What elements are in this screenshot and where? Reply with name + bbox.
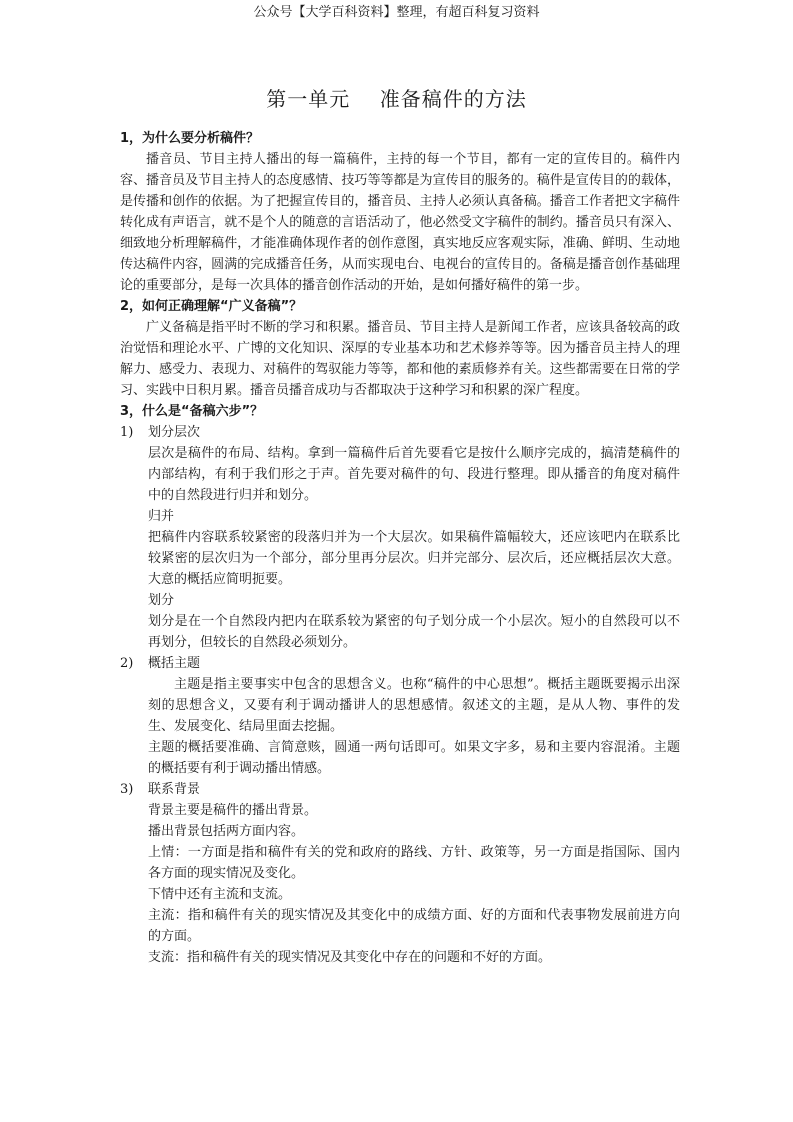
step-3-paragraph: 支流：指和稿件有关的现实情况及其变化中存在的问题和不好的方面。 [148,950,552,965]
step-1-subheading-merge: 归并 [148,509,175,524]
step-2-paragraph: 主题的概括要准确、言简意赅，圆通一两句话即可。如果文字多，易和主要内容混淆。主题的概括要有利于调动播出情感。 [148,740,680,776]
step-1-paragraph: 层次是稿件的布局、结构。拿到一篇稿件后首先要看它是按什么顺序完成的，搞清楚稿件的内部结构，有利于我们形之于声。首先要对稿件的句、段进行整理。即从播音的角度对稿件中的自然段进行归并和划分。 [148,446,680,503]
step-3-paragraph: 主流：指和稿件有关的现实情况及其变化中的成绩方面、好的方面和代表事物发展前进方向的方面。 [148,908,680,944]
step-3-content [120,800,680,968]
page-title: 第一单元 准备稿件的方法 [266,87,527,111]
step-3-paragraph: 上情：一方面是指和稿件有关的党和政府的路线、方针、政策等，另一方面是指国际、国内各方面的现实情况及变化。 [148,845,680,881]
step-2-number: 2) [120,656,134,671]
document-body [120,128,680,968]
question-1-answer: 播音员、节目主持人播出的每一篇稿件，主持的每一个节目，都有一定的宣传目的。稿件内容、播音员及节目主持人的态度感情、技巧等等都是为宣传目的服务的。稿件是宣传目的的载体，是传播和创作的依据。为了把握宣传目的，播音员、主持人必须认真备稿。播音工作者把文字稿件转化成有声语言，就不是个人的随意的言语活动了，他必然受文字稿件的制约。播音员只有深入、细致地分析理解稿件，才能准确体现作者的创作意图，真实地反应客观实际，准确、鲜明、生动地传达稿件内容，圆满的完成播音任务，从而实现电台、电视台的宣传目的。备稿是播音创作基础理论的重要部分，是每一次具体的播音创作活动的开始，是如何播好稿件的第一步。 [120,152,680,293]
step-1-number: 1) [120,425,134,440]
step-1-paragraph: 划分是在一个自然段内把内在联系较为紧密的句子划分成一个小层次。短小的自然段可以不再划分，但较长的自然段必须划分。 [148,614,680,650]
question-3-heading: 3，什么是“备稿六步”？ [120,404,264,419]
step-3-paragraph: 背景主要是稿件的播出背景。 [148,803,318,818]
step-1-heading [120,422,680,443]
step-3-number: 3) [120,782,134,797]
step-2-title: 概括主题 [148,656,201,671]
page-header: 公众号【大学百科资料】整理，有超百科复习资料 [253,5,540,20]
step-1-subheading-divide: 划分 [148,593,175,608]
step-1-paragraph: 把稿件内容联系较紧密的段落归并为一个大层次。如果稿件篇幅较大，还应该吧内在联系比较紧密的层次归为一个部分，部分里再分层次。归并完部分、层次后，还应概括层次大意。大意的概括应简明扼要。 [148,530,680,587]
question-2-heading: 2，如何正确理解“广义备稿”？ [120,299,303,314]
step-3-paragraph: 下情中还有主流和支流。 [148,887,292,902]
step-2-content [120,674,680,779]
step-2-paragraph: 主题是指主要事实中包含的思想含义。也称“稿件的中心思想”。概括主题既要揭示出深刻的思想含义，又要有利于调动播讲人的思想感情。叙述文的主题，是从人物、事件的发生、发展变化、结局里面去挖掘。 [148,677,680,734]
step-1-content [120,443,680,653]
question-2-answer: 广义备稿是指平时不断的学习和积累。播音员、节目主持人是新闻工作者，应该具备较高的政治觉悟和理论水平、广博的文化知识、深厚的专业基本功和艺术修养等等。因为播音员主持人的理解力、感受力、表现力、对稿件的驾驭能力等等，都和他的素质修养有关。这些都需要在日常的学习、实践中日积月累。播音员播音成功与否都取决于这种学习和积累的深广程度。 [120,320,680,398]
question-1-heading: 1，为什么要分析稿件？ [120,131,260,146]
step-3-title: 联系背景 [148,782,201,797]
step-3-heading [120,779,680,800]
step-2-heading [120,653,680,674]
step-3-paragraph: 播出背景包括两方面内容。 [148,824,305,839]
step-1-title: 划分层次 [148,425,201,440]
